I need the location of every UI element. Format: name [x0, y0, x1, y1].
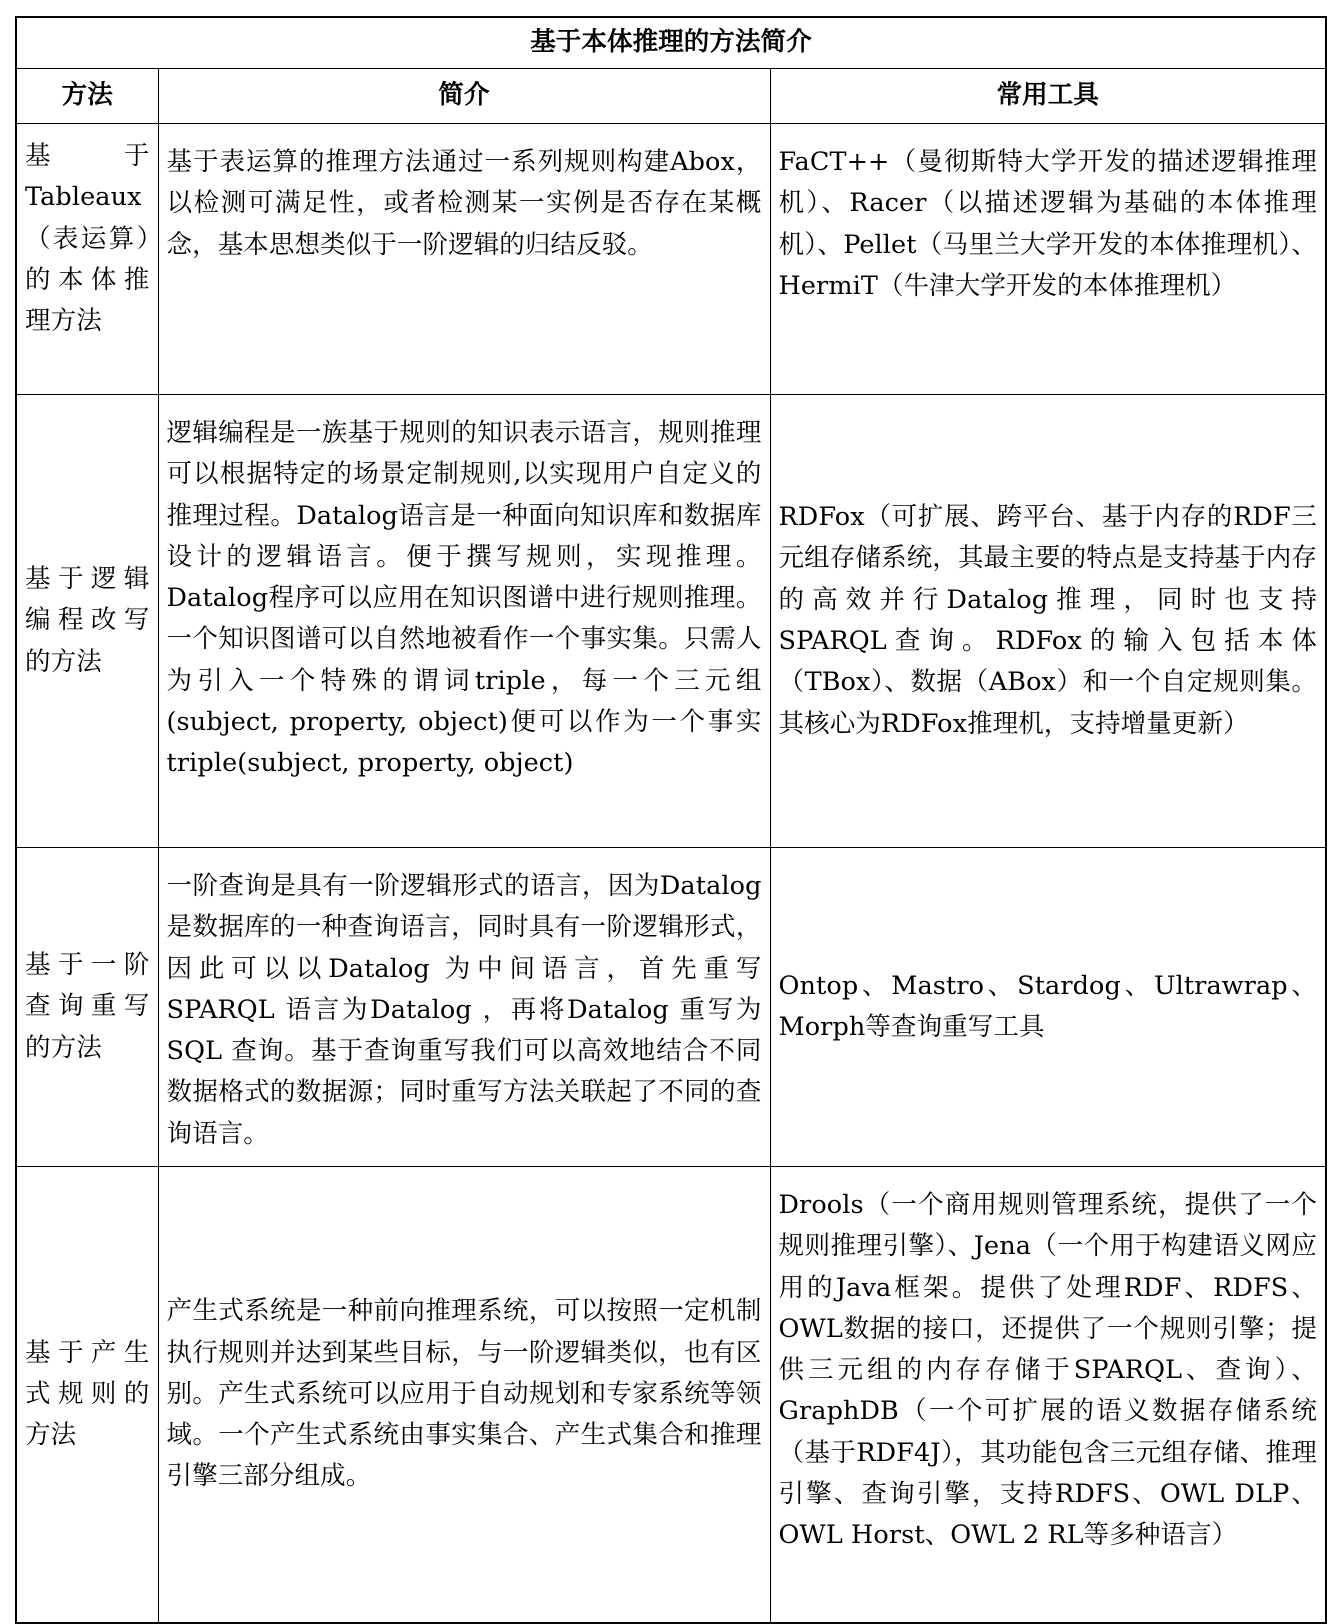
- table-row: [16, 848, 1326, 1167]
- cell-tools-1: FaCT++（曼彻斯特大学开发的描述逻辑推理机）、Racer（以描述逻辑为基础的本体推理机）、Pellet（马里兰大学开发的本体推理机）、HermiT（牛津大学开发的本体推理机）: [770, 124, 1326, 395]
- cell-intro-3: 一阶查询是具有一阶逻辑形式的语言，因为Datalog是数据库的一种查询语言，同时具有一阶逻辑形式，因此可以以Datalog 为中间语言，首先重写SPARQL 语言为Datalog ，再将Datalog 重写为SQL 查询。基于查询重写我们可以高效地结合不同数据格式的数据源；同时重写方法关联起了不同的查询语言。: [158, 848, 770, 1167]
- column-header-tools: 常用工具: [770, 69, 1326, 124]
- cell-intro-1: 基于表运算的推理方法通过一系列规则构建Abox，以检测可满足性，或者检测某一实例是否存在某概念，基本思想类似于一阶逻辑的归结反驳。: [158, 124, 770, 395]
- table-header-row: [16, 69, 1326, 124]
- column-header-method: 方法: [16, 69, 158, 124]
- table-row: [16, 124, 1326, 395]
- cell-method-2: 基于逻辑编程改写的方法: [16, 395, 158, 848]
- table-caption: 基于本体推理的方法简介: [16, 17, 1326, 69]
- table-row: [16, 1167, 1326, 1624]
- cell-method-4: 基于产生式规则的方法: [16, 1167, 158, 1624]
- cell-tools-4: Drools（一个商用规则管理系统，提供了一个规则推理引擎）、Jena（一个用于构建语义网应用的Java框架。提供了处理RDF、RDFS、OWL数据的接口，还提供了一个规则引擎；提供三元组的内存存储于SPARQL、查询）、GraphDB（一个可扩展的语义数据存储系统（基于RDF4J），其功能包含三元组存储、推理引擎、查询引擎，支持RDFS、OWL DLP、OWL Horst、OWL 2 RL等多种语言）: [770, 1167, 1326, 1624]
- cell-method-3: 基于一阶查询重写的方法: [16, 848, 158, 1167]
- cell-intro-2: 逻辑编程是一族基于规则的知识表示语言，规则推理可以根据特定的场景定制规则,以实现用户自定义的推理过程。Datalog语言是一种面向知识库和数据库设计的逻辑语言。便于撰写规则，实现推理。Datalog程序可以应用在知识图谱中进行规则推理。一个知识图谱可以自然地被看作一个事实集。只需人为引入一个特殊的谓词triple，每一个三元组(subject, property, object)便可以作为一个事实triple(subject, property, object): [158, 395, 770, 848]
- cell-method-1: 基于Tableaux（表运算）的本体推理方法: [16, 124, 158, 395]
- ontology-reasoning-methods-table: [15, 16, 1327, 1624]
- column-header-intro: 简介: [158, 69, 770, 124]
- table-row: [16, 395, 1326, 848]
- cell-tools-2: RDFox（可扩展、跨平台、基于内存的RDF三元组存储系统，其最主要的特点是支持基于内存的高效并行Datalog推理，同时也支持SPARQL查询。RDFox的输入包括本体（TBox）、数据（ABox）和一个自定规则集。其核心为RDFox推理机，支持增量更新）: [770, 395, 1326, 848]
- cell-intro-4: 产生式系统是一种前向推理系统，可以按照一定机制执行规则并达到某些目标，与一阶逻辑类似，也有区别。产生式系统可以应用于自动规划和专家系统等领域。一个产生式系统由事实集合、产生式集合和推理引擎三部分组成。: [158, 1167, 770, 1624]
- cell-tools-3: Ontop、Mastro、Stardog、Ultrawrap、Morph等查询重写工具: [770, 848, 1326, 1167]
- table-caption-row: [16, 17, 1326, 69]
